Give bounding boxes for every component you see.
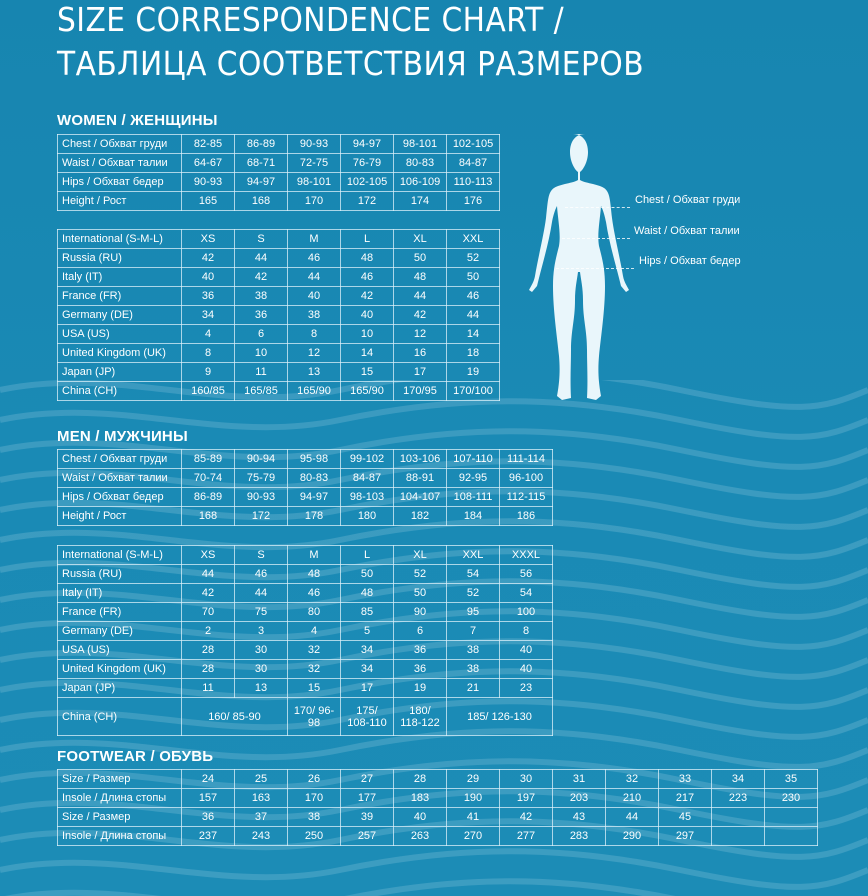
table-cell: 92-95: [447, 469, 500, 488]
table-cell: 180: [341, 507, 394, 526]
table-cell: 38: [288, 306, 341, 325]
table-cell: 96-100: [500, 469, 553, 488]
table-cell: 42: [341, 287, 394, 306]
table-cell: XS: [182, 230, 235, 249]
table-cell: 160/ 85-90: [182, 698, 288, 736]
table-cell: 98-101: [394, 135, 447, 154]
table-cell: 107-110: [447, 450, 500, 469]
table-cell: 257: [341, 827, 394, 846]
table-cell: 12: [394, 325, 447, 344]
table-cell: XS: [182, 546, 235, 565]
table-cell: 30: [500, 770, 553, 789]
table-cell: 38: [288, 808, 341, 827]
row-label: Size / Размер: [58, 770, 182, 789]
table-cell: 27: [341, 770, 394, 789]
table-cell: 98-103: [341, 488, 394, 507]
row-label: Insole / Длина стопы: [58, 789, 182, 808]
table-row: [58, 584, 553, 603]
table-row: [58, 488, 553, 507]
table-row: [58, 660, 553, 679]
table-cell: 86-89: [235, 135, 288, 154]
table-cell: 48: [288, 565, 341, 584]
table-cell: 42: [394, 306, 447, 325]
table-cell: 3: [235, 622, 288, 641]
table-cell: 203: [553, 789, 606, 808]
table-cell: 41: [447, 808, 500, 827]
table-cell: 112-115: [500, 488, 553, 507]
table-cell: 170: [288, 789, 341, 808]
table-cell: 32: [288, 660, 341, 679]
table-cell: 217: [659, 789, 712, 808]
table-cell: M: [288, 546, 341, 565]
title-line-2: ТАБЛИЦА СООТВЕТСТВИЯ РАЗМЕРОВ: [57, 44, 645, 83]
table-cell: 263: [394, 827, 447, 846]
table-cell: 46: [341, 268, 394, 287]
table-cell: 12: [288, 344, 341, 363]
table-row: [58, 230, 500, 249]
table-cell: 106-109: [394, 173, 447, 192]
table-cell: 24: [182, 770, 235, 789]
row-label: China (CH): [58, 698, 182, 736]
table-cell: 2: [182, 622, 235, 641]
table-cell: 108-111: [447, 488, 500, 507]
table-cell: 283: [553, 827, 606, 846]
row-label: Height / Рост: [58, 507, 182, 526]
table-cell: 54: [447, 565, 500, 584]
table-cell: 10: [341, 325, 394, 344]
men-measurements-table: [57, 449, 553, 526]
row-label: China (CH): [58, 382, 182, 401]
table-cell: 76-79: [341, 154, 394, 173]
table-cell: 70-74: [182, 469, 235, 488]
table-cell: 28: [182, 660, 235, 679]
table-cell: 90: [394, 603, 447, 622]
table-row: [58, 344, 500, 363]
table-cell: 21: [447, 679, 500, 698]
table-cell: 170/95: [394, 382, 447, 401]
table-cell: 185/ 126-130: [447, 698, 553, 736]
table-row: [58, 808, 818, 827]
table-cell: 165/90: [288, 382, 341, 401]
table-cell: 54: [500, 584, 553, 603]
row-label: Waist / Обхват талии: [58, 469, 182, 488]
table-cell: 210: [606, 789, 659, 808]
row-label: United Kingdom (UK): [58, 344, 182, 363]
table-cell: 68-71: [235, 154, 288, 173]
row-label: USA (US): [58, 325, 182, 344]
table-cell: 237: [182, 827, 235, 846]
table-cell: 50: [341, 565, 394, 584]
row-label: Hips / Обхват бедер: [58, 488, 182, 507]
table-cell: 56: [500, 565, 553, 584]
table-cell: [712, 808, 765, 827]
table-cell: 17: [394, 363, 447, 382]
table-cell: XXXL: [500, 546, 553, 565]
table-row: [58, 450, 553, 469]
table-cell: 16: [394, 344, 447, 363]
footwear-table: [57, 769, 818, 846]
table-cell: 84-87: [341, 469, 394, 488]
table-cell: 99-102: [341, 450, 394, 469]
table-cell: 90-93: [288, 135, 341, 154]
table-cell: 52: [394, 565, 447, 584]
chest-label: Chest / Обхват груди: [635, 194, 741, 206]
table-cell: 4: [288, 622, 341, 641]
table-cell: 223: [712, 789, 765, 808]
table-cell: XXL: [447, 546, 500, 565]
table-cell: XL: [394, 230, 447, 249]
table-cell: 94-97: [288, 488, 341, 507]
table-cell: 15: [341, 363, 394, 382]
waist-line: [562, 238, 630, 239]
table-cell: 34: [712, 770, 765, 789]
table-cell: 80: [288, 603, 341, 622]
table-cell: 11: [235, 363, 288, 382]
men-conversion-table: [57, 545, 553, 736]
table-cell: 13: [235, 679, 288, 698]
table-cell: [765, 827, 818, 846]
table-cell: 46: [288, 584, 341, 603]
table-cell: 30: [235, 641, 288, 660]
women-measurements-table: [57, 134, 500, 211]
row-label: Chest / Обхват груди: [58, 135, 182, 154]
table-cell: 190: [447, 789, 500, 808]
table-cell: 297: [659, 827, 712, 846]
table-row: [58, 192, 500, 211]
table-row: [58, 827, 818, 846]
table-cell: 40: [341, 306, 394, 325]
table-row: [58, 770, 818, 789]
table-cell: 180/ 118-122: [394, 698, 447, 736]
table-row: [58, 507, 553, 526]
table-cell: 43: [553, 808, 606, 827]
table-cell: 270: [447, 827, 500, 846]
table-cell: 84-87: [447, 154, 500, 173]
table-cell: 9: [182, 363, 235, 382]
table-cell: 26: [288, 770, 341, 789]
table-cell: 165/85: [235, 382, 288, 401]
table-row: [58, 603, 553, 622]
table-cell: 40: [182, 268, 235, 287]
table-cell: 42: [182, 249, 235, 268]
table-cell: 28: [394, 770, 447, 789]
table-cell: 175/ 108-110: [341, 698, 394, 736]
table-cell: 44: [182, 565, 235, 584]
table-cell: M: [288, 230, 341, 249]
table-cell: 36: [394, 641, 447, 660]
table-cell: 14: [447, 325, 500, 344]
hips-line: [556, 268, 634, 269]
table-cell: 90-94: [235, 450, 288, 469]
table-cell: 103-106: [394, 450, 447, 469]
table-cell: 6: [235, 325, 288, 344]
table-cell: 230: [765, 789, 818, 808]
table-cell: 88-91: [394, 469, 447, 488]
table-row: [58, 622, 553, 641]
table-cell: 46: [447, 287, 500, 306]
table-cell: XL: [394, 546, 447, 565]
table-cell: 30: [235, 660, 288, 679]
table-cell: 42: [500, 808, 553, 827]
table-cell: 170/ 96-98: [288, 698, 341, 736]
table-cell: 39: [341, 808, 394, 827]
table-cell: 35: [765, 770, 818, 789]
table-cell: 40: [288, 287, 341, 306]
table-cell: 75-79: [235, 469, 288, 488]
table-cell: 19: [394, 679, 447, 698]
table-cell: 32: [288, 641, 341, 660]
table-cell: 8: [288, 325, 341, 344]
table-cell: 8: [182, 344, 235, 363]
table-cell: 34: [341, 641, 394, 660]
hips-label: Hips / Обхват бедер: [639, 255, 741, 267]
table-cell: 178: [288, 507, 341, 526]
table-cell: 170/100: [447, 382, 500, 401]
table-cell: 90-93: [235, 488, 288, 507]
table-cell: 104-107: [394, 488, 447, 507]
table-cell: 85-89: [182, 450, 235, 469]
table-cell: 28: [182, 641, 235, 660]
table-cell: 44: [235, 584, 288, 603]
table-cell: 40: [394, 808, 447, 827]
table-row: [58, 565, 553, 584]
table-cell: 37: [235, 808, 288, 827]
table-cell: 15: [288, 679, 341, 698]
table-cell: S: [235, 230, 288, 249]
table-cell: 98-101: [288, 173, 341, 192]
row-label: Waist / Обхват талии: [58, 154, 182, 173]
table-cell: 31: [553, 770, 606, 789]
row-label: Height / Рост: [58, 192, 182, 211]
table-cell: 163: [235, 789, 288, 808]
table-cell: 157: [182, 789, 235, 808]
table-cell: 183: [394, 789, 447, 808]
row-label: International (S-M-L): [58, 230, 182, 249]
table-row: [58, 698, 553, 736]
table-cell: 86-89: [182, 488, 235, 507]
table-cell: 45: [659, 808, 712, 827]
table-cell: 165: [182, 192, 235, 211]
table-row: [58, 789, 818, 808]
table-cell: 172: [235, 507, 288, 526]
table-cell: [765, 808, 818, 827]
table-cell: 44: [606, 808, 659, 827]
table-cell: 50: [447, 268, 500, 287]
row-label: Russia (RU): [58, 565, 182, 584]
table-cell: S: [235, 546, 288, 565]
table-cell: 48: [394, 268, 447, 287]
row-label: Germany (DE): [58, 306, 182, 325]
table-cell: 64-67: [182, 154, 235, 173]
table-cell: 95: [447, 603, 500, 622]
table-cell: 18: [447, 344, 500, 363]
table-cell: 184: [447, 507, 500, 526]
table-cell: 176: [447, 192, 500, 211]
table-cell: 52: [447, 584, 500, 603]
table-cell: 100: [500, 603, 553, 622]
table-row: [58, 173, 500, 192]
table-cell: 50: [394, 249, 447, 268]
table-row: [58, 363, 500, 382]
table-cell: 48: [341, 249, 394, 268]
table-row: [58, 249, 500, 268]
table-cell: 23: [500, 679, 553, 698]
table-cell: 165/90: [341, 382, 394, 401]
table-cell: XXL: [447, 230, 500, 249]
table-row: [58, 679, 553, 698]
table-cell: 70: [182, 603, 235, 622]
row-label: Germany (DE): [58, 622, 182, 641]
row-label: Japan (JP): [58, 363, 182, 382]
table-cell: 32: [606, 770, 659, 789]
table-cell: 8: [500, 622, 553, 641]
table-cell: 36: [394, 660, 447, 679]
table-cell: 174: [394, 192, 447, 211]
table-cell: L: [341, 546, 394, 565]
table-cell: [712, 827, 765, 846]
table-cell: 11: [182, 679, 235, 698]
row-label: Insole / Длина стопы: [58, 827, 182, 846]
table-cell: 29: [447, 770, 500, 789]
table-cell: 34: [341, 660, 394, 679]
table-cell: 94-97: [341, 135, 394, 154]
table-cell: 160/85: [182, 382, 235, 401]
row-label: Italy (IT): [58, 584, 182, 603]
table-cell: 36: [182, 808, 235, 827]
table-cell: 48: [341, 584, 394, 603]
table-cell: 7: [447, 622, 500, 641]
table-row: [58, 469, 553, 488]
table-cell: 90-93: [182, 173, 235, 192]
table-cell: 52: [447, 249, 500, 268]
table-cell: 38: [235, 287, 288, 306]
table-cell: 197: [500, 789, 553, 808]
table-cell: 33: [659, 770, 712, 789]
table-cell: 94-97: [235, 173, 288, 192]
table-cell: 243: [235, 827, 288, 846]
table-row: [58, 135, 500, 154]
table-row: [58, 546, 553, 565]
table-cell: 38: [447, 660, 500, 679]
table-cell: 85: [341, 603, 394, 622]
table-cell: 168: [235, 192, 288, 211]
table-cell: 50: [394, 584, 447, 603]
row-label: Japan (JP): [58, 679, 182, 698]
waist-label: Waist / Обхват талии: [634, 225, 740, 237]
table-cell: 44: [288, 268, 341, 287]
table-cell: 80-83: [394, 154, 447, 173]
table-cell: 17: [341, 679, 394, 698]
table-cell: L: [341, 230, 394, 249]
table-cell: 111-114: [500, 450, 553, 469]
row-label: International (S-M-L): [58, 546, 182, 565]
women-conversion-table: [57, 229, 500, 401]
table-row: [58, 306, 500, 325]
table-cell: 277: [500, 827, 553, 846]
row-label: France (FR): [58, 603, 182, 622]
table-cell: 46: [235, 565, 288, 584]
table-cell: 40: [500, 641, 553, 660]
table-cell: 44: [447, 306, 500, 325]
table-cell: 46: [288, 249, 341, 268]
row-label: Hips / Обхват бедер: [58, 173, 182, 192]
table-cell: 172: [341, 192, 394, 211]
row-label: USA (US): [58, 641, 182, 660]
table-cell: 40: [500, 660, 553, 679]
women-heading: WOMEN / ЖЕНЩИНЫ: [57, 112, 218, 129]
table-row: [58, 325, 500, 344]
table-row: [58, 382, 500, 401]
table-row: [58, 641, 553, 660]
table-cell: 14: [341, 344, 394, 363]
table-cell: 5: [341, 622, 394, 641]
table-cell: 19: [447, 363, 500, 382]
table-cell: 170: [288, 192, 341, 211]
table-cell: 36: [235, 306, 288, 325]
table-cell: 36: [182, 287, 235, 306]
row-label: Chest / Обхват груди: [58, 450, 182, 469]
table-cell: 75: [235, 603, 288, 622]
table-cell: 44: [235, 249, 288, 268]
table-row: [58, 287, 500, 306]
row-label: Russia (RU): [58, 249, 182, 268]
row-label: United Kingdom (UK): [58, 660, 182, 679]
table-cell: 44: [394, 287, 447, 306]
table-cell: 290: [606, 827, 659, 846]
table-cell: 38: [447, 641, 500, 660]
table-cell: 42: [182, 584, 235, 603]
footwear-heading: FOOTWEAR / ОБУВЬ: [57, 748, 214, 765]
title-line-1: SIZE CORRESPONDENCE CHART /: [57, 0, 565, 39]
table-cell: 110-113: [447, 173, 500, 192]
table-cell: 168: [182, 507, 235, 526]
men-heading: MEN / МУЖЧИНЫ: [57, 428, 188, 445]
row-label: Italy (IT): [58, 268, 182, 287]
table-cell: 80-83: [288, 469, 341, 488]
chest-line: [565, 207, 630, 208]
row-label: France (FR): [58, 287, 182, 306]
table-cell: 25: [235, 770, 288, 789]
table-cell: 13: [288, 363, 341, 382]
table-cell: 34: [182, 306, 235, 325]
table-cell: 6: [394, 622, 447, 641]
table-cell: 10: [235, 344, 288, 363]
table-cell: 177: [341, 789, 394, 808]
table-cell: 102-105: [341, 173, 394, 192]
table-row: [58, 268, 500, 287]
table-cell: 72-75: [288, 154, 341, 173]
table-cell: 182: [394, 507, 447, 526]
table-cell: 95-98: [288, 450, 341, 469]
table-cell: 102-105: [447, 135, 500, 154]
table-cell: 250: [288, 827, 341, 846]
table-row: [58, 154, 500, 173]
table-cell: 186: [500, 507, 553, 526]
table-cell: 4: [182, 325, 235, 344]
table-cell: 42: [235, 268, 288, 287]
table-cell: 82-85: [182, 135, 235, 154]
row-label: Size / Размер: [58, 808, 182, 827]
